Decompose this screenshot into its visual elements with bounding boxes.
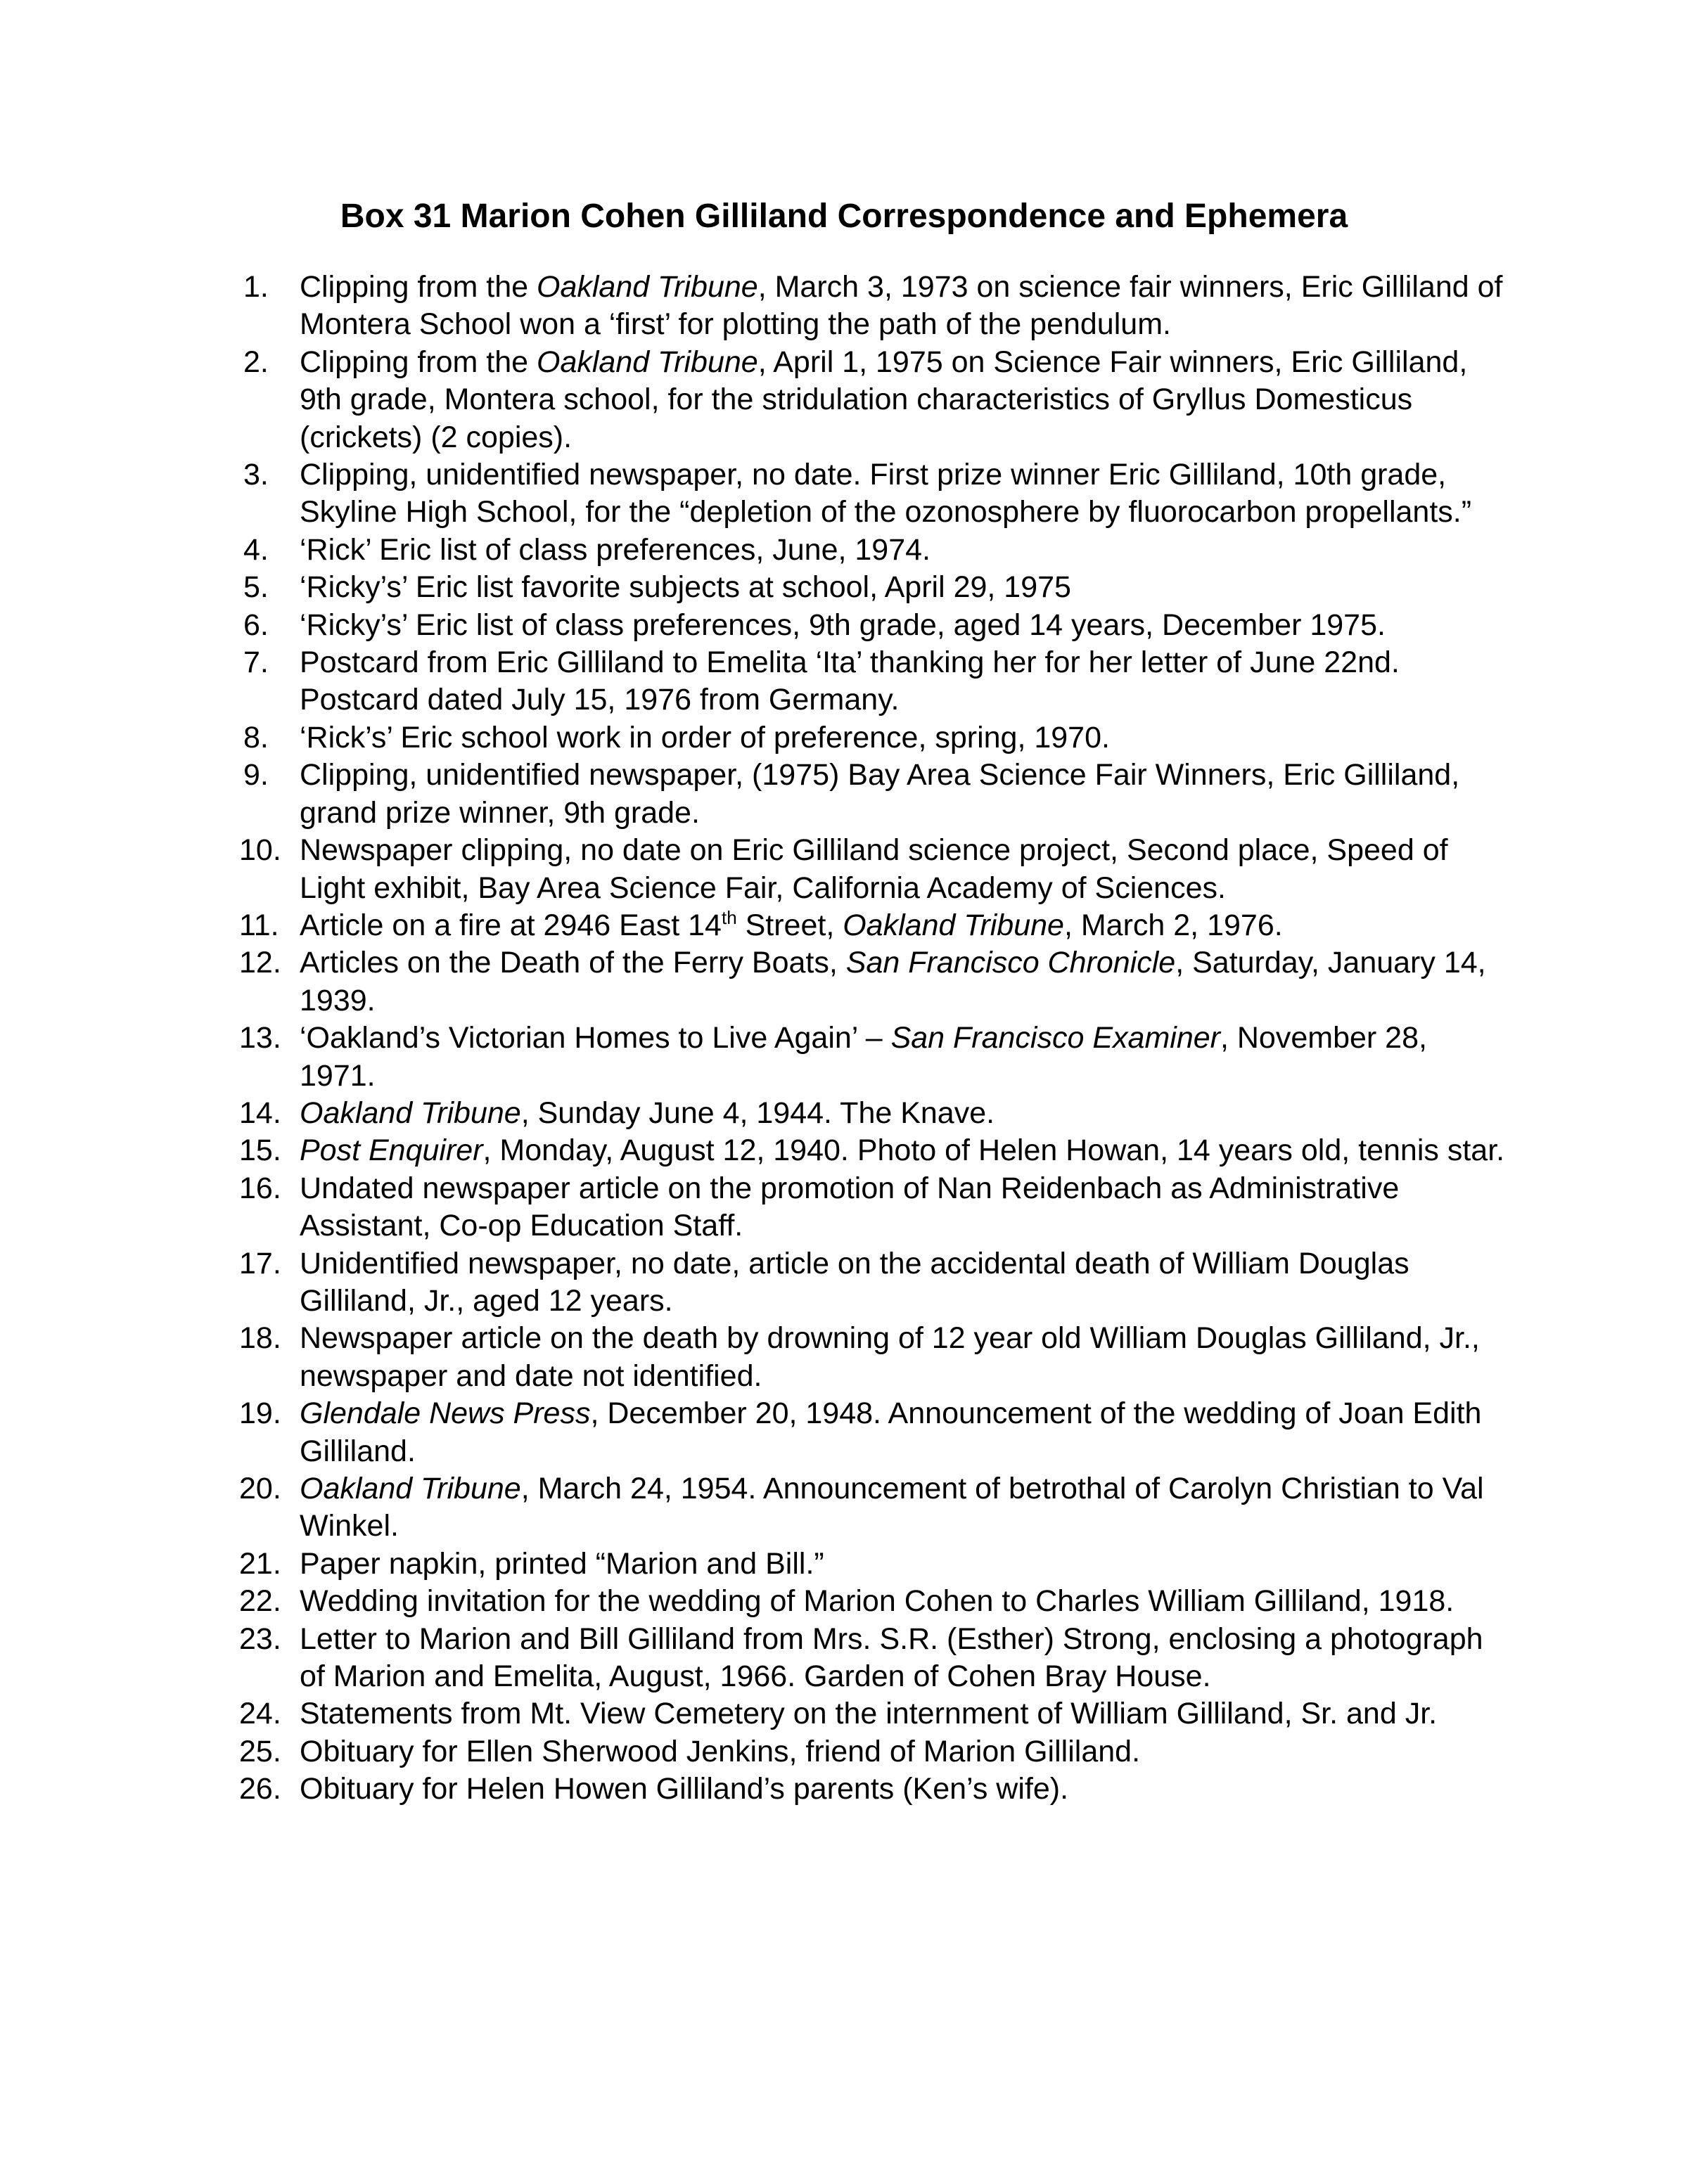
item-number: 23. [239, 1621, 281, 1656]
publication-title: Oakland Tribune [843, 908, 1064, 942]
item-number: 17. [239, 1246, 281, 1280]
text-segment: , Sunday June 4, 1944. The Knave. [520, 1096, 995, 1130]
text-segment: Clipping, unidentified newspaper, no date. First prize winner Eric Gilliland, 10th grade, Skyline High School, for the “depletion of the ozonosphere by fluorocarbon propellants.” [300, 458, 1472, 529]
item-text [300, 1735, 1140, 1768]
list-item [239, 1583, 1505, 1620]
item-text [300, 645, 1400, 717]
list-item [239, 1695, 1505, 1733]
list-item [239, 1170, 1505, 1245]
item-number: 10. [239, 833, 281, 868]
text-segment: ‘Oakland’s Victorian Homes to Live Again’ – [300, 1021, 891, 1055]
text-segment: , Monday, August 12, 1940. Photo of Helen Howan, 14 years old, tennis star. [482, 1133, 1505, 1168]
item-text [300, 458, 1471, 529]
text-segment: , Saturday, January 14, 1939. [300, 946, 1486, 1017]
item-number: 1. [243, 270, 269, 304]
item-number: 20. [239, 1472, 281, 1505]
item-number: 8. [243, 720, 269, 754]
list-item [239, 1771, 1505, 1808]
publication-title: Oakland Tribune [300, 1096, 521, 1130]
item-number: 6. [243, 608, 269, 642]
text-segment: Undated newspaper article on the promotion of Nan Reidenbach as Administrative Assistant, Co-op Education Staff. [300, 1171, 1400, 1243]
text-segment: ‘Rick’ Eric list of class preferences, June, 1974. [300, 532, 931, 567]
item-text [300, 908, 1283, 942]
item-text [300, 570, 1071, 604]
item-text [300, 1547, 824, 1581]
item-number: 24. [239, 1697, 281, 1731]
item-text [300, 758, 1459, 829]
item-number: 16. [239, 1171, 281, 1205]
ordinal-suffix: th [721, 906, 737, 928]
text-segment: Clipping from the [300, 270, 537, 304]
text-segment: Clipping from the [300, 345, 537, 379]
text-segment: Unidentified newspaper, no date, article on the accidental death of William Douglas Gilliland, Jr., aged 12 years. [300, 1246, 1409, 1318]
item-text [300, 533, 931, 567]
item-text [300, 1133, 1504, 1167]
list-item [239, 832, 1505, 907]
item-text [300, 1396, 1481, 1467]
item-number: 18. [239, 1321, 281, 1356]
list-item [239, 607, 1505, 644]
list-item [239, 1095, 1505, 1132]
item-list [239, 269, 1505, 1809]
publication-title: Oakland Tribune [537, 270, 758, 304]
text-segment: , March 3, 1973 on science fair winners, Eric Gilliland of Montera School won a ‘first’ for plotting the path of the pendulum. [300, 270, 1503, 342]
item-text [300, 1321, 1480, 1392]
item-text [300, 946, 1486, 1017]
item-number: 7. [243, 645, 269, 680]
item-number: 13. [239, 1021, 281, 1055]
text-segment: Obituary for Helen Howen Gilliland’s parents (Ken’s wife). [300, 1772, 1069, 1806]
list-item [239, 1395, 1505, 1470]
item-number: 21. [239, 1546, 281, 1581]
list-item [239, 1245, 1505, 1321]
publication-title: Oakland Tribune [537, 345, 758, 379]
text-segment: ‘Ricky’s’ Eric list favorite subjects at school, April 29, 1975 [300, 570, 1071, 605]
list-item [239, 1020, 1505, 1095]
item-number: 3. [243, 458, 269, 492]
text-segment: Obituary for Ellen Sherwood Jenkins, friend of Marion Gilliland. [300, 1734, 1141, 1768]
item-number: 5. [243, 570, 269, 605]
publication-title: Post Enquirer [300, 1133, 483, 1168]
text-segment: Letter to Marion and Bill Gilliland from Mrs. S.R. (Esther) Strong, enclosing a photograph of Marion and Emelita, August, 1966. Garden of Cohen Bray House. [300, 1621, 1483, 1694]
item-number: 19. [239, 1396, 281, 1431]
list-item [239, 569, 1505, 606]
item-number: 22. [239, 1584, 281, 1619]
item-text [300, 1772, 1068, 1806]
item-number: 11. [239, 908, 279, 942]
list-item [239, 1132, 1505, 1169]
text-segment: Clipping, unidentified newspaper, (1975) Bay Area Science Fair Winners, Eric Gilliland, grand prize winner, 9th grade. [300, 758, 1460, 830]
list-item [239, 1546, 1505, 1583]
item-text [300, 1472, 1484, 1543]
text-segment: Statements from Mt. View Cemetery on the internment of William Gilliland, Sr. and Jr. [300, 1697, 1438, 1731]
publication-title: San Francisco Chronicle [845, 946, 1176, 980]
item-text [300, 1171, 1399, 1242]
text-segment: Articles on the Death of the Ferry Boats, [300, 946, 846, 980]
text-segment: ‘Rick’s’ Eric school work in order of preference, spring, 1970. [300, 720, 1110, 754]
item-text [300, 1021, 1427, 1092]
item-number: 12. [239, 946, 281, 980]
list-item [239, 1470, 1505, 1546]
page-title: Box 31 Marion Cohen Gilliland Correspondence and Ephemera [340, 198, 1348, 235]
text-segment: Wedding invitation for the wedding of Marion Cohen to Charles William Gilliland, 1918. [300, 1584, 1454, 1619]
item-number: 9. [243, 758, 269, 792]
item-text [300, 270, 1502, 341]
item-text [300, 833, 1448, 904]
text-segment: , March 24, 1954. Announcement of betrothal of Carolyn Christian to Val Winkel. [300, 1472, 1484, 1543]
list-item [239, 269, 1505, 344]
publication-title: San Francisco Examiner [890, 1021, 1220, 1055]
publication-title: Glendale News Press [300, 1396, 591, 1431]
text-segment: Paper napkin, printed “Marion and Bill.” [300, 1546, 824, 1581]
text-segment: , November 28, 1971. [300, 1021, 1427, 1093]
list-item [239, 907, 1505, 944]
list-item [239, 644, 1505, 719]
item-text [300, 1697, 1437, 1730]
list-item [239, 344, 1505, 456]
item-number: 25. [239, 1734, 281, 1768]
list-item [239, 456, 1505, 532]
item-text [300, 345, 1467, 454]
list-item [239, 1733, 1505, 1771]
text-segment: Street, [736, 908, 843, 942]
publication-title: Oakland Tribune [300, 1472, 521, 1505]
text-segment: Newspaper clipping, no date on Eric Gilliland science project, Second place, Speed of Light exhibit, Bay Area Science Fair, California Academy of Sciences. [300, 833, 1448, 905]
list-item [239, 1320, 1505, 1395]
item-number: 4. [243, 532, 269, 567]
text-segment: ‘Ricky’s’ Eric list of class preferences, 9th grade, aged 14 years, December 1975. [300, 608, 1386, 642]
item-text [300, 1096, 995, 1130]
item-text [300, 1247, 1409, 1318]
item-number: 2. [243, 345, 269, 379]
list-item [239, 1621, 1505, 1696]
item-text [300, 1622, 1483, 1693]
list-item [239, 532, 1505, 569]
item-number: 15. [239, 1133, 281, 1168]
text-segment: , December 20, 1948. Announcement of the wedding of Joan Edith Gilliland. [300, 1396, 1482, 1468]
text-segment: Article on a fire at 2946 East 14 [300, 908, 722, 942]
list-item [239, 944, 1505, 1020]
item-text [300, 608, 1386, 642]
text-segment: Postcard from Eric Gilliland to Emelita ‘Ita’ thanking her for her letter of June 22nd. Postcard dated July 15, 1976 from Germany. [300, 645, 1400, 717]
item-text [300, 721, 1110, 754]
list-item [239, 719, 1505, 757]
text-segment: , April 1, 1975 on Science Fair winners, Eric Gilliland, 9th grade, Montera school, for the stridulation characteristics of Gryllus Domesticus (crickets) (2 copies). [300, 345, 1468, 454]
text-segment: , March 2, 1976. [1063, 908, 1283, 942]
item-number: 26. [239, 1772, 281, 1806]
item-text [300, 1584, 1454, 1618]
item-number: 14. [239, 1096, 281, 1130]
text-segment: Newspaper article on the death by drowning of 12 year old William Douglas Gilliland, Jr., newspaper and date not identified. [300, 1321, 1480, 1393]
list-item [239, 757, 1505, 832]
